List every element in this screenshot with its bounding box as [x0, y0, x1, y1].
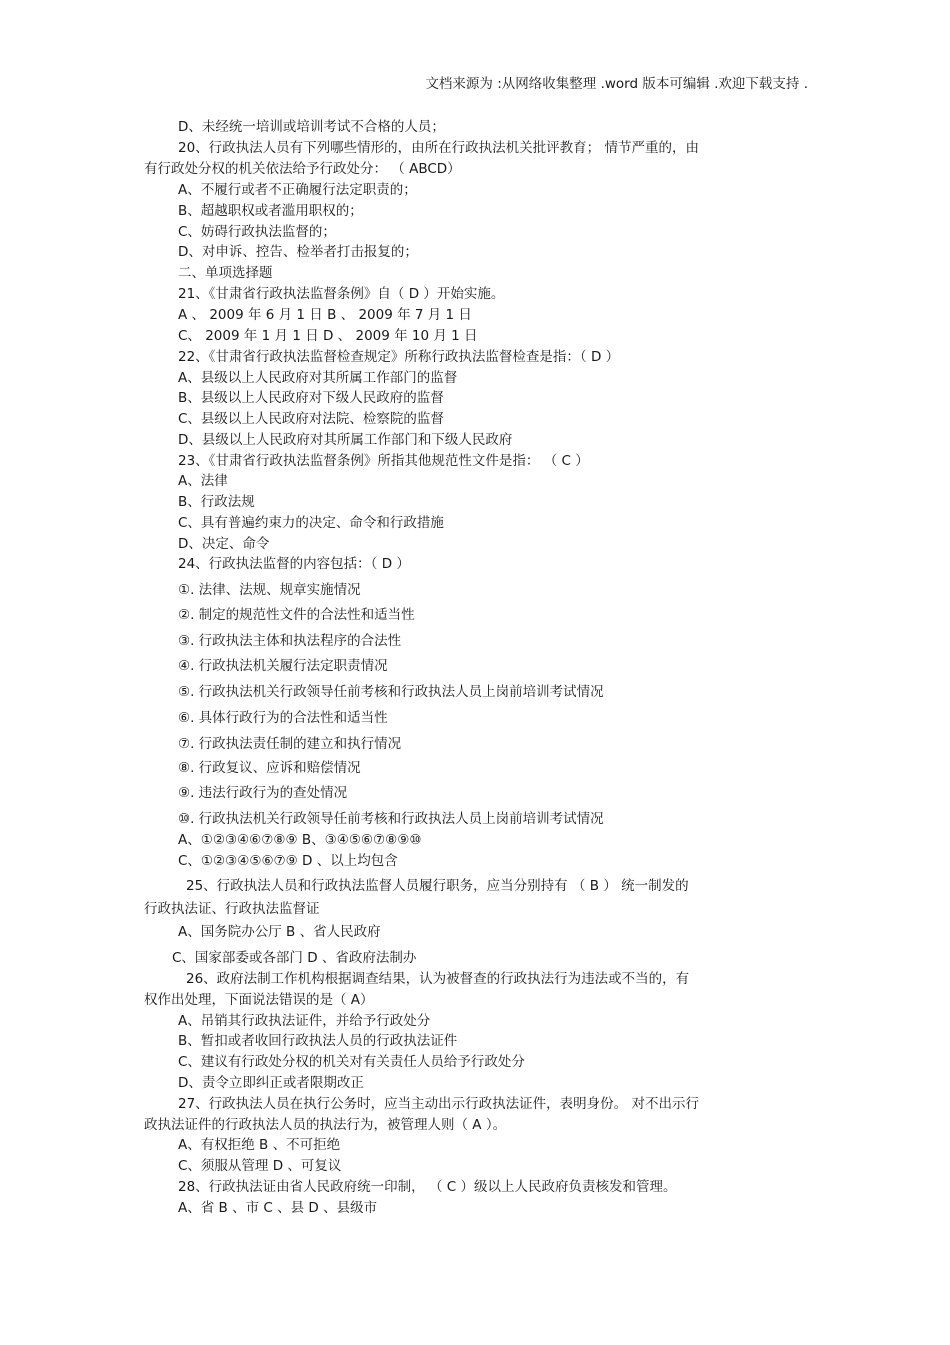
option-a: A、吊销其行政执法证件，并给予行政处分 [178, 1013, 431, 1029]
option-cd: C、①②③④⑤⑥⑦⑨ D 、以上均包含 [178, 853, 398, 869]
question-27: 27、行政执法人员在执行公务时，应当主动出示行政执法证件，表明身份。 对不出示行 [178, 1096, 699, 1112]
option-d: D、责令立即纠正或者限期改正 [178, 1075, 364, 1091]
question-24: 24、行政执法监督的内容包括：（ D ） [178, 556, 410, 572]
option-c: C、建议有行政处分权的机关对有关责任人员给予行政处分 [178, 1054, 525, 1070]
list-item: ⑨. 违法行政行为的查处情况 [178, 785, 348, 801]
option-cd: C、 2009 年 1 月 1 日 D 、 2009 年 10 月 1 日 [178, 328, 478, 344]
list-item: ⑤. 行政执法机关行政领导任前考核和行政执法人员上岗前培训考试情况 [178, 684, 604, 700]
option-a: A、县级以上人民政府对其所属工作部门的监督 [178, 370, 458, 386]
option-abcd: A、省 B 、市 C 、县 D 、县级市 [178, 1200, 378, 1216]
option-ab: A、①②③④⑥⑦⑧⑨ B、③④⑤⑥⑦⑧⑨⑩ [178, 832, 422, 848]
text-line: 有行政处分权的机关依法给予行政处分： （ ABCD） [144, 161, 461, 177]
list-item: ②. 制定的规范性文件的合法性和适当性 [178, 607, 415, 623]
question-26: 26、政府法制工作机构根据调查结果，认为被督查的行政执法行为违法或不当的，有 [186, 971, 690, 987]
list-item: ⑩. 行政执法机关行政领导任前考核和行政执法人员上岗前培训考试情况 [178, 811, 604, 827]
option-cd: C、须服从管理 D 、可复议 [178, 1158, 342, 1174]
option-b: B、行政法规 [178, 494, 255, 510]
text-line: 政执法证件的行政执法人员的执法行为，被管理人则（ A ）。 [144, 1117, 507, 1133]
page-header: 文档来源为 :从网络收集整理 .word 版本可编辑 .欢迎下载支持 . [425, 76, 808, 92]
option-ab: A、有权拒绝 B 、不可拒绝 [178, 1137, 341, 1153]
question-25: 25、行政执法人员和行政执法监督人员履行职务，应当分别持有 （ B ） 统一制发的 [186, 878, 689, 894]
option-c: C、妨碍行政执法监督的； [178, 224, 336, 240]
option-ab: A 、 2009 年 6 月 1 日 B 、 2009 年 7 月 1 日 [178, 307, 472, 323]
option-b: B、超越职权或者滥用职权的； [178, 203, 363, 219]
list-item: ③. 行政执法主体和执法程序的合法性 [178, 633, 402, 649]
list-item: ④. 行政执法机关履行法定职责情况 [178, 658, 388, 674]
text-line: 权作出处理，下面说法错误的是（ A） [144, 992, 374, 1008]
option-d: D、对申诉、控告、检举者打击报复的； [178, 244, 418, 260]
text-line: 行政执法证、行政执法监督证 [144, 901, 320, 917]
option-a: A、不履行或者不正确履行法定职责的； [178, 182, 417, 198]
list-item: ⑧. 行政复议、应诉和赔偿情况 [178, 760, 361, 776]
option-c: C、具有普遍约束力的决定、命令和行政措施 [178, 515, 444, 531]
list-item: ⑥. 具体行政行为的合法性和适当性 [178, 710, 388, 726]
option-cd: C、国家部委或各部门 D 、省政府法制办 [172, 950, 417, 966]
list-item: ⑦. 行政执法责任制的建立和执行情况 [178, 736, 402, 752]
option-c: C、县级以上人民政府对法院、检察院的监督 [178, 411, 444, 427]
option-ab: A、国务院办公厅 B 、省人民政府 [178, 924, 381, 940]
option-d: D、决定、命令 [178, 536, 270, 552]
question-21: 21、《甘肃省行政执法监督条例》自（ D ）开始实施。 [178, 286, 505, 302]
question-28: 28、行政执法证由省人民政府统一印制， （ C ）级以上人民政府负责核发和管理。 [178, 1179, 677, 1195]
question-22: 22、《甘肃省行政执法监督检查规定》所称行政执法监督检查是指：（ D ） [178, 349, 620, 365]
option-b: B、县级以上人民政府对下级人民政府的监督 [178, 390, 444, 406]
section-heading: 二、单项选择题 [178, 265, 273, 281]
text-line: D、未经统一培训或培训考试不合格的人员； [178, 119, 445, 135]
question-23: 23、《甘肃省行政执法监督条例》所指其他规范性文件是指： （ C ） [178, 453, 589, 469]
option-d: D、县级以上人民政府对其所属工作部门和下级人民政府 [178, 432, 513, 448]
list-item: ①. 法律、法规、规章实施情况 [178, 582, 361, 598]
question-20: 20、行政执法人员有下列哪些情形的，由所在行政执法机关批评教育； 情节严重的，由 [178, 140, 699, 156]
option-b: B、暂扣或者收回行政执法人员的行政执法证件 [178, 1033, 458, 1049]
option-a: A、法律 [178, 473, 228, 489]
